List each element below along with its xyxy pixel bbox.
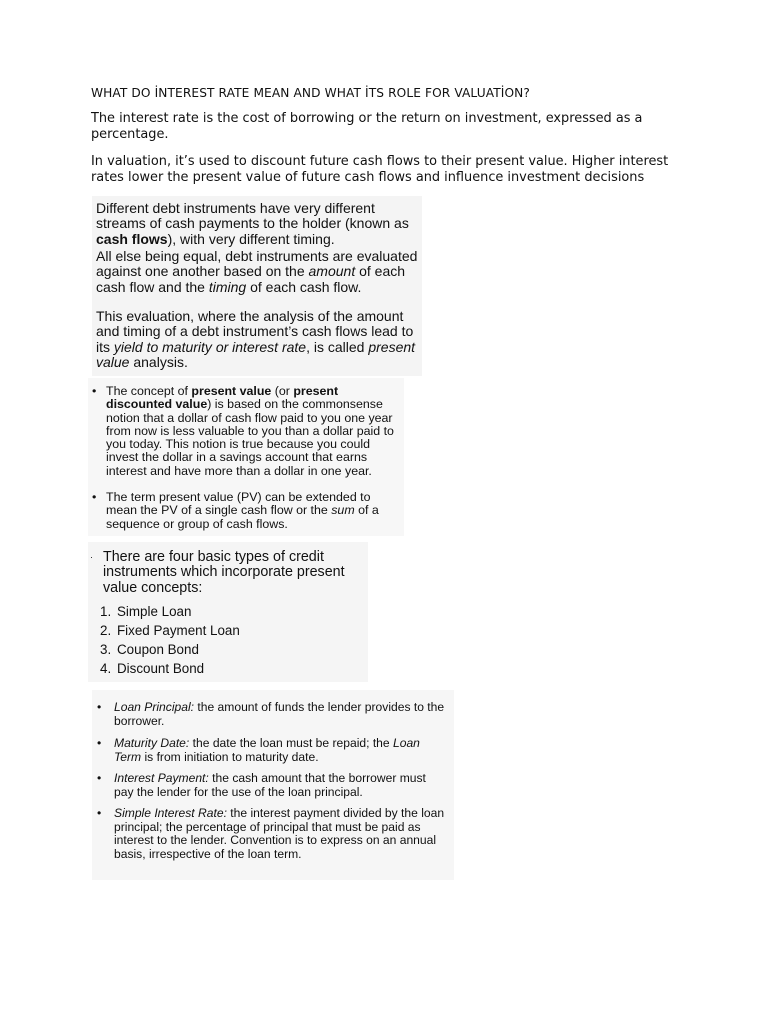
list-item: 1. Simple Loan bbox=[100, 604, 192, 619]
slide-credit-intro: · There are four basic types of credit instruments which incorporate present value concepts: bbox=[90, 549, 345, 596]
paragraph-interest-definition: The interest rate is the cost of borrowing or the return on investment, expressed as a percentage. bbox=[91, 111, 643, 142]
bullet-icon: • bbox=[97, 736, 102, 750]
credit-types-list bbox=[100, 602, 240, 678]
slide-debt-paragraph-2: All else being equal, debt instruments are evaluated against one another based on the amount of each cash flow and the timing of each cash flow. bbox=[96, 248, 418, 295]
definition-loan-principal: • Loan Principal: the amount of funds the lender provides to the borrower. bbox=[97, 700, 445, 728]
bullet-icon: • bbox=[92, 490, 97, 504]
slide-image-credit-types bbox=[88, 542, 368, 682]
slide-pv-bullet-2: • The term present value (PV) can be extended to mean the PV of a single cash flow or the sum of a sequence or group of cash flows. bbox=[92, 490, 379, 531]
slide-image-loan-terms bbox=[92, 690, 454, 880]
definition-interest-payment: • Interest Payment: the cash amount that the borrower must pay the lender for the use of the loan principal. bbox=[97, 771, 426, 799]
definition-simple-interest-rate: • Simple Interest Rate: the interest payment divided by the loan principal; the percentage of principal that must be paid as interest to the lender. Convention is to express on an annual basis, irrespective of the loan term. bbox=[97, 806, 445, 861]
definition-maturity-date: • Maturity Date: the date the loan must be repaid; the Loan Term is from initiation to maturity date. bbox=[97, 736, 420, 764]
list-item: 2. Fixed Payment Loan bbox=[100, 623, 240, 638]
bullet-icon: · bbox=[90, 552, 93, 562]
bullet-icon: • bbox=[97, 771, 102, 785]
bullet-icon: • bbox=[97, 806, 102, 820]
bullet-icon: • bbox=[92, 384, 97, 398]
slide-image-debt-instruments bbox=[92, 196, 422, 376]
slide-debt-paragraph-3: This evaluation, where the analysis of the amount and timing of a debt instrument’s cash flows lead to its yield to maturity or interest rate, is called present value analysis. bbox=[96, 308, 416, 370]
bullet-icon: • bbox=[97, 700, 102, 714]
document-heading: WHAT DO İNTEREST RATE MEAN AND WHAT İTS ROLE FOR VALUATİON? bbox=[91, 86, 530, 100]
slide-debt-paragraph-1: Different debt instruments have very different streams of cash payments to the holder (known as cash flows), with very different timing. bbox=[96, 200, 409, 247]
slide-pv-bullet-1: • The concept of present value (or present discounted value) is based on the commonsense notion that a dollar of cash flow paid to you one year from now is less valuable to you than a dollar paid to you today. This notion is true because you could invest the dollar in a savings account that earns interest and have more than a dollar in one year. bbox=[92, 384, 394, 478]
list-item: 4. Discount Bond bbox=[100, 661, 205, 676]
list-item: 3. Coupon Bond bbox=[100, 642, 199, 657]
paragraph-valuation-role: In valuation, it’s used to discount future cash flows to their present value. Higher interest rates lower the present value of future cash flows and influence investment decisions bbox=[91, 154, 669, 185]
slide-image-present-value bbox=[88, 378, 404, 536]
